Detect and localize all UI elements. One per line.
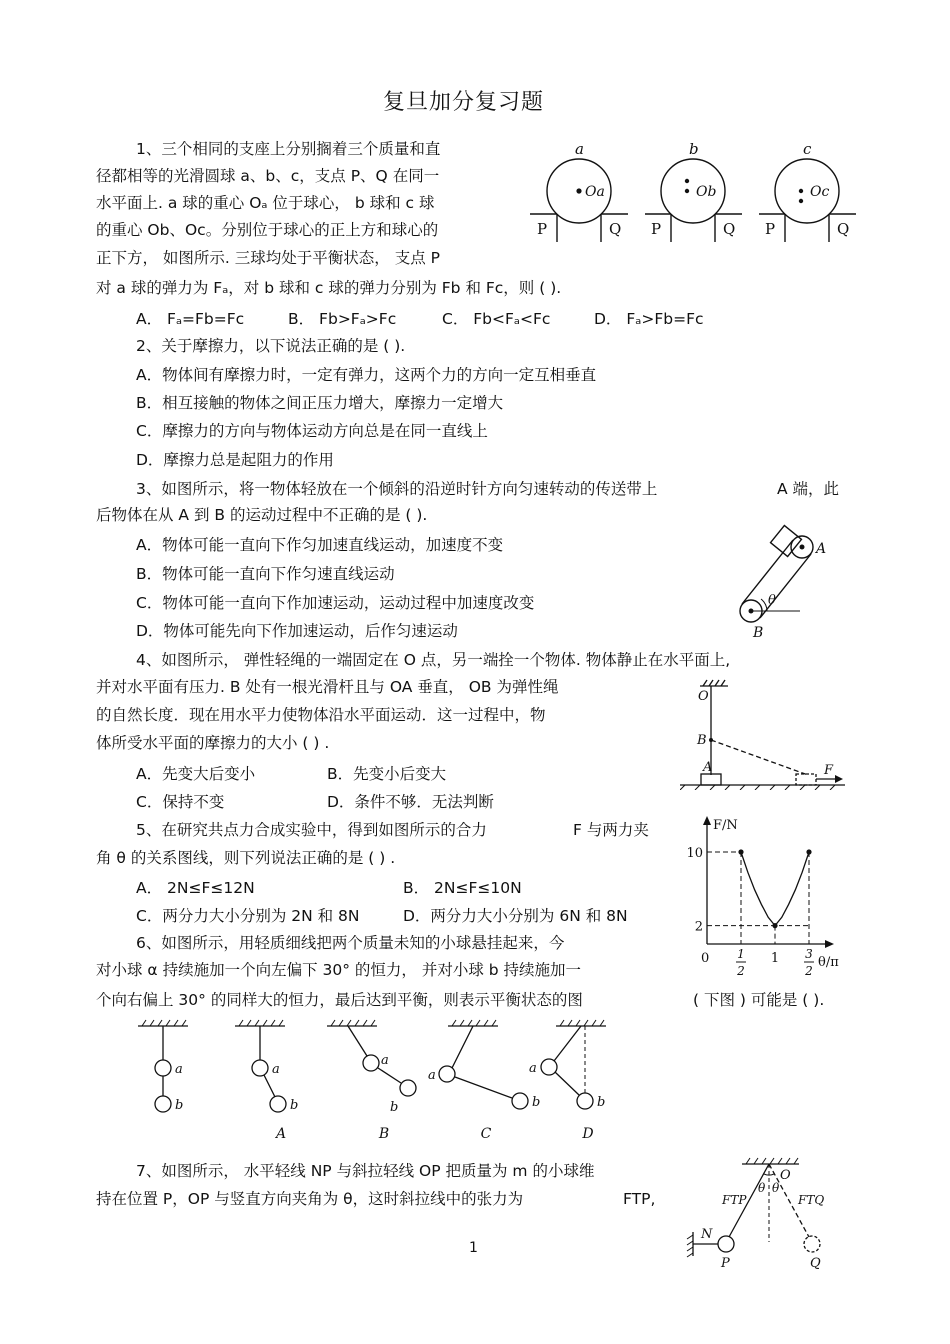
q1-line-3: 水平面上. a 球的重心 Oₐ 位于球心， b 球和 c 球 xyxy=(96,194,435,212)
q2-option-c: C．摩擦力的方向与物体运动方向总是在同一直线上 xyxy=(136,422,488,440)
q2-option-d: D．摩擦力总是起阻力的作用 xyxy=(136,451,334,469)
ball-b-label: b xyxy=(689,140,699,158)
option-label-b: B xyxy=(378,1126,390,1142)
q3-line-1: 3、如图所示，将一物体轻放在一个倾斜的沿逆时针方向匀速转动的传送带上 xyxy=(136,480,658,498)
ball-a-label: a xyxy=(575,140,584,158)
rope-b-label: B xyxy=(697,733,707,748)
q4-line-1: 4、如图所示， 弹性轻绳的一端固定在 O 点，另一端拴一个物体. 物体静止在水平面上, xyxy=(136,651,731,669)
q5-option-d: D．两分力大小分别为 6N 和 8N xyxy=(403,907,628,925)
q1-option-d: D． Fₐ>Fb=Fc xyxy=(594,310,704,328)
chart-xtick-0: 0 xyxy=(701,951,710,966)
pendulum-q-label: Q xyxy=(810,1256,821,1271)
rope-a-label: A xyxy=(703,760,713,775)
rope-f-label: F xyxy=(824,763,834,778)
support-p-c: P xyxy=(765,220,776,238)
optA-ball-a: a xyxy=(272,1062,280,1077)
optC-ball-a: a xyxy=(428,1068,436,1083)
optA-ball-b: b xyxy=(290,1098,299,1113)
optD-ball-b: b xyxy=(597,1095,606,1110)
q6-line-3-end: ( 下图 ) 可能是 ( ). xyxy=(693,991,825,1009)
q5-line-1: 5、在研究共点力合成实验中，得到如图所示的合力 xyxy=(136,821,487,839)
pendulum-ftp-label: FTP xyxy=(722,1193,747,1207)
opt0-ball-b: b xyxy=(175,1098,184,1113)
chart-xtick-1: 1 xyxy=(770,951,780,966)
support-q-a: Q xyxy=(609,220,622,238)
support-q-b: Q xyxy=(723,220,736,238)
q6-line-1: 6、如图所示，用轻质细线把两个质量未知的小球悬挂起来，今 xyxy=(136,934,565,952)
optB-ball-b: b xyxy=(390,1100,399,1115)
q4-figure-rope xyxy=(680,678,850,790)
conveyor-theta-label: θ xyxy=(768,593,776,608)
ball-c-label: c xyxy=(803,140,812,158)
q4-option-b: B．先变小后变大 xyxy=(327,765,447,783)
chart-ytick-10: 10 xyxy=(686,846,703,861)
q3-line-2: 后物体在从 A 到 B 的运动过程中不正确的是 ( ). xyxy=(96,506,428,524)
q5-option-a: A． 2N≤F≤12N xyxy=(136,879,255,897)
q6-line-2: 对小球 α 持续施加一个向左偏下 30° 的恒力， 并对小球 b 持续施加一 xyxy=(96,961,582,979)
option-label-d: D xyxy=(582,1126,594,1142)
q4-line-3: 的自然长度．现在用水平力使物体沿水平面运动．这一过程中，物 xyxy=(96,706,546,724)
page-number: 1 xyxy=(469,1240,478,1256)
chart-xlabel: θ/π xyxy=(818,955,839,970)
q1-option-c: C． Fb<Fₐ<Fc xyxy=(442,310,551,328)
option-label-a: A xyxy=(275,1126,287,1142)
q3-line-1-end: A 端，此 xyxy=(777,480,840,498)
support-q-c: Q xyxy=(837,220,850,238)
pendulum-theta-left: θ xyxy=(758,1181,766,1195)
chart-series-line xyxy=(741,852,809,926)
center-oc-label: Oc xyxy=(810,184,830,200)
frac-den: 2 xyxy=(805,964,813,978)
q7-line-1: 7、如图所示， 水平轻线 NP 与斜拉轻线 OP 把质量为 m 的小球维 xyxy=(136,1162,595,1180)
optD-ball-a: a xyxy=(529,1061,537,1076)
chart-xtick-three-half xyxy=(804,947,814,978)
q1-option-a: A． Fₐ=Fb=Fc xyxy=(136,310,245,328)
q1-line-1: 1、三个相同的支座上分别搁着三个质量和直 xyxy=(136,140,441,158)
q3-option-a: A．物体可能一直向下作匀加速直线运动，加速度不变 xyxy=(136,536,504,554)
chart-ylabel: F/N xyxy=(713,818,738,833)
q1-figure-balls xyxy=(520,136,860,246)
q1-line-4: 的重心 Ob、Oc。分别位于球心的正上方和球心的 xyxy=(96,221,439,239)
frac-num: 1 xyxy=(737,947,745,961)
q5-option-c: C．两分力大小分别为 2N 和 8N xyxy=(136,907,360,925)
q6-line-3: 个向右偏上 30° 的同样大的恒力，最后达到平衡，则表示平衡状态的图 xyxy=(96,991,583,1009)
q1-line-5: 正下方， 如图所示. 三球均处于平衡状态， 支点 P xyxy=(96,249,440,267)
q2-stem: 2、关于摩擦力，以下说法正确的是 ( ). xyxy=(136,337,406,355)
q5-chart xyxy=(683,808,853,986)
q4-line-4: 体所受水平面的摩擦力的大小 ( ) . xyxy=(96,734,330,752)
q4-line-2: 并对水平面有压力. B 处有一根光滑杆且与 OA 垂直， OB 为弹性绳 xyxy=(96,678,559,696)
q5-line-2: 角 θ 的关系图线，则下列说法正确的是 ( ) . xyxy=(96,849,396,867)
chart-point-1 xyxy=(772,923,777,928)
q2-option-a: A．物体间有摩擦力时，一定有弹力，这两个力的方向一定互相垂直 xyxy=(136,366,597,384)
pendulum-n-label: N xyxy=(701,1227,713,1242)
q2-option-b: B．相互接触的物体之间正压力增大，摩擦力一定增大 xyxy=(136,394,504,412)
rope-o-label: O xyxy=(698,689,709,704)
option-label-c: C xyxy=(480,1126,492,1142)
q5-option-b: B． 2N≤F≤10N xyxy=(403,879,522,897)
frac-num: 3 xyxy=(805,947,813,961)
q6-figure-hanging-balls xyxy=(130,1016,630,1146)
q4-option-d: D．条件不够．无法判断 xyxy=(327,793,494,811)
center-oa-label: Oa xyxy=(585,184,605,200)
center-ob-label: Ob xyxy=(696,184,717,200)
optC-ball-b: b xyxy=(532,1095,541,1110)
q7-line-2-end: FTP, xyxy=(623,1190,656,1208)
pendulum-ftq-label: FTQ xyxy=(798,1193,825,1207)
q4-option-a: A．先变大后变小 xyxy=(136,765,256,783)
q1-option-b: B． Fb>Fₐ>Fc xyxy=(288,310,397,328)
q3-option-b: B．物体可能一直向下作匀速直线运动 xyxy=(136,565,395,583)
support-p-b: P xyxy=(651,220,662,238)
q5-line-1-end: F 与两力夹 xyxy=(573,821,649,839)
conveyor-b-label: B xyxy=(753,625,764,641)
chart-ytick-2: 2 xyxy=(694,919,703,935)
conveyor-a-label: A xyxy=(816,541,827,557)
q7-figure-pendulum xyxy=(684,1152,844,1272)
chart-xtick-half xyxy=(736,947,746,978)
q3-option-c: C．物体可能一直向下作加速运动，运动过程中加速度改变 xyxy=(136,594,535,612)
chart-point-2 xyxy=(806,849,811,854)
chart-point-0 xyxy=(738,849,743,854)
q3-figure-conveyor xyxy=(730,520,840,645)
q3-option-d: D．物体可能先向下作加速运动，后作匀速运动 xyxy=(136,622,458,640)
q1-line-6: 对 a 球的弹力为 Fₐ，对 b 球和 c 球的弹力分别为 Fb 和 Fc，则 ( ). xyxy=(96,279,562,297)
q1-line-2: 径都相等的光滑圆球 a、b、c，支点 P、Q 在同一 xyxy=(96,167,440,185)
frac-den: 2 xyxy=(737,964,745,978)
pendulum-p-label: P xyxy=(721,1256,730,1271)
opt0-ball-a: a xyxy=(175,1062,183,1077)
pendulum-theta-right: θ xyxy=(772,1181,780,1195)
q7-line-2: 持在位置 P，OP 与竖直方向夹角为 θ，这时斜拉线中的张力为 xyxy=(96,1190,524,1208)
pendulum-o-label: O xyxy=(780,1168,791,1183)
support-p-a: P xyxy=(537,220,548,238)
page-title: 复旦加分复习题 xyxy=(383,90,545,115)
q4-option-c: C．保持不变 xyxy=(136,793,225,811)
optB-ball-a: a xyxy=(381,1053,389,1068)
